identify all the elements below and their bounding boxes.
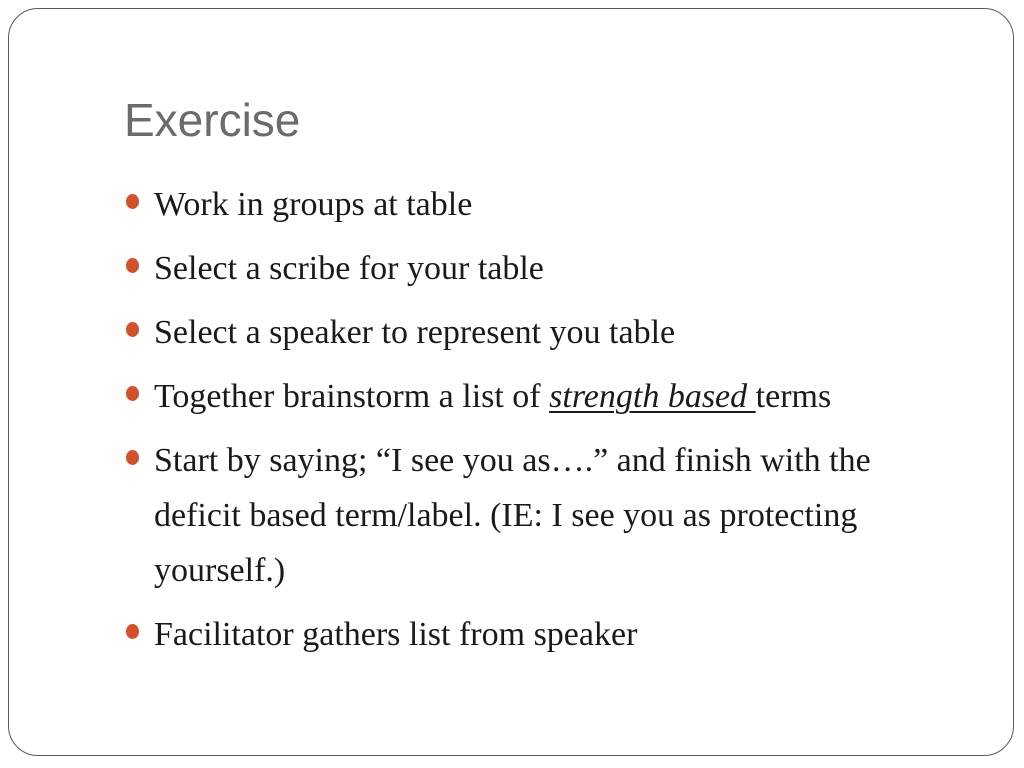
- list-item: [124, 177, 964, 232]
- bullet-text: Select a speaker to represent you table: [154, 314, 676, 351]
- list-item: [124, 305, 964, 360]
- bullet-text: Start by saying; “I see you as….” and finish with the deficit based term/label. (IE: I see you as protecting yourself.): [154, 442, 871, 589]
- bullet-text: Select a scribe for your table: [154, 250, 544, 287]
- list-item: [124, 241, 964, 296]
- bullet-text: Facilitator gathers list from speaker: [154, 616, 638, 653]
- bullet-dot-icon: [126, 322, 139, 337]
- list-item: [124, 369, 964, 424]
- bullet-dot-icon: [126, 624, 139, 639]
- bullet-list: [124, 177, 964, 671]
- bullet-text: Work in groups at table: [154, 186, 473, 223]
- slide-title: Exercise: [124, 94, 301, 146]
- list-item: [124, 433, 964, 598]
- bullet-text-before: Together brainstorm a list of: [154, 378, 550, 415]
- bullet-dot-icon: [126, 194, 139, 209]
- bullet-text-after: terms: [755, 378, 832, 415]
- bullet-dot-icon: [126, 450, 139, 465]
- bullet-dot-icon: [126, 386, 139, 401]
- emphasized-term: strength based: [549, 378, 756, 415]
- slide-frame: [8, 8, 1014, 756]
- list-item: [124, 607, 964, 662]
- bullet-dot-icon: [126, 258, 139, 273]
